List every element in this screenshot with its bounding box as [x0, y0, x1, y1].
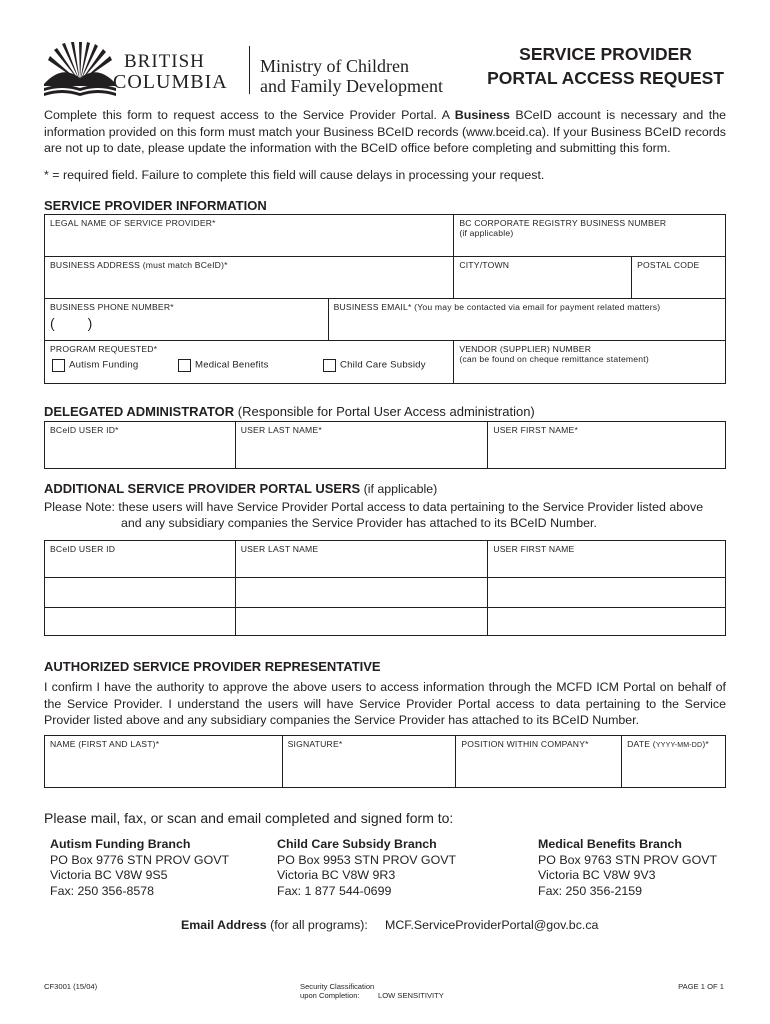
rep-name-field[interactable]	[45, 736, 283, 788]
checkbox-child-care-subsidy[interactable]	[323, 359, 426, 372]
phone-area-code-brackets: ( )	[50, 315, 93, 331]
branch-city: Victoria BC V8W 9S5	[50, 868, 168, 882]
registry-number-field[interactable]	[454, 215, 726, 257]
email-line	[181, 918, 368, 932]
admin-last-name-field[interactable]	[235, 422, 488, 469]
checkbox-label-medical: Medical Benefits	[195, 359, 269, 371]
branch-name: Medical Benefits Branch	[538, 837, 682, 851]
postal-code-label: POSTAL CODE	[637, 260, 700, 270]
rep-signature-label: SIGNATURE*	[287, 739, 343, 749]
program-requested-cell	[45, 341, 454, 384]
rep-name-label: NAME (FIRST AND LAST)*	[50, 739, 160, 749]
checkbox-medical-benefits[interactable]	[178, 359, 269, 372]
additional-users-note-line1: Please Note: these users will have Service Provider Portal access to data pertaining to the Service Provider listed above	[44, 500, 704, 514]
form-code: CF3001 (15/04)	[44, 982, 98, 991]
user-last-name-header	[235, 541, 488, 578]
email-note: (for all programs):	[266, 918, 368, 932]
vendor-number-note: (can be found on cheque remittance statement)	[459, 354, 649, 364]
checkbox-box[interactable]	[323, 359, 336, 372]
additional-users-table	[44, 540, 726, 636]
branch-fax: Fax: 250 356-8578	[50, 883, 155, 898]
business-email-field[interactable]	[328, 299, 725, 341]
branch-po-box: PO Box 9776 STN PROV GOVT	[50, 852, 230, 867]
form-title	[487, 42, 724, 90]
province-name-line2: COLUMBIA	[113, 71, 228, 93]
additional-users-note-line2: and any subsidiary companies the Service Provider has attached to its BCeID Number.	[121, 516, 597, 530]
user-last-name-label: USER LAST NAME	[240, 544, 319, 554]
city-field[interactable]	[454, 257, 632, 299]
intro-bold-word: Business	[454, 108, 510, 122]
section-heading-additional-users	[44, 481, 437, 496]
ministry-name-line1: Ministry of Children	[260, 56, 409, 76]
user-bceid-input[interactable]	[45, 608, 236, 636]
branch-po-box: PO Box 9763 STN PROV GOVT	[538, 852, 718, 867]
legal-name-label: LEGAL NAME OF SERVICE PROVIDER*	[50, 218, 216, 228]
delegated-admin-table	[44, 421, 726, 469]
user-first-name-header	[488, 541, 726, 578]
security-completion-label: upon Completion:	[300, 991, 360, 1000]
form-title-line1: SERVICE PROVIDER	[519, 44, 692, 64]
registry-number-note: (if applicable)	[459, 228, 514, 238]
intro-paragraph	[44, 107, 726, 157]
section-heading-delegated-admin	[44, 404, 535, 419]
registry-number-label: BC CORPORATE REGISTRY BUSINESS NUMBER	[459, 218, 667, 228]
user-bceid-input[interactable]	[45, 578, 236, 608]
admin-first-name-label: USER FIRST NAME*	[493, 425, 579, 435]
header-divider	[249, 46, 250, 94]
admin-last-name-label: USER LAST NAME*	[240, 425, 322, 435]
intro-text-start: Complete this form to request access to the Service Provider Portal. A	[44, 108, 455, 122]
checkbox-label-child-care: Child Care Subsidy	[340, 359, 426, 371]
rep-date-field[interactable]	[622, 736, 726, 788]
additional-users-note: (if applicable)	[360, 482, 438, 496]
branch-autism-funding	[50, 837, 229, 899]
branch-fax: Fax: 250 356-2159	[538, 883, 643, 898]
security-classification-label: Security Classification	[300, 982, 375, 991]
branch-name: Child Care Subsidy Branch	[277, 837, 437, 851]
authorization-statement: I confirm I have the authority to approve the above users to access information through the MCFD ICM Portal on behalf of the Service Provider. I understand the users will have Service Provider Portal access to data pertaining to the Service Provider listed above and any subsidiary companies the Service Provider has attached to its BCeID Number.	[44, 680, 726, 727]
branch-name: Autism Funding Branch	[50, 837, 191, 851]
vendor-number-field[interactable]	[454, 341, 726, 384]
email-label: Email Address	[181, 918, 267, 932]
ministry-name-line2: and Family Development	[260, 76, 443, 96]
additional-users-title: ADDITIONAL SERVICE PROVIDER PORTAL USERS	[44, 481, 361, 496]
admin-bceid-field[interactable]	[45, 422, 236, 469]
email-address-link[interactable]: MCF.ServiceProviderPortal@gov.bc.ca	[385, 918, 599, 932]
rep-date-label-end: )*	[702, 739, 709, 749]
program-requested-label: PROGRAM REQUESTED*	[50, 344, 158, 354]
user-first-name-input[interactable]	[488, 578, 726, 608]
admin-bceid-label: BCeID USER ID*	[50, 425, 119, 435]
delegated-admin-title: DELEGATED ADMINISTRATOR	[44, 404, 235, 419]
user-bceid-header	[45, 541, 236, 578]
business-address-field[interactable]	[45, 257, 454, 299]
legal-name-field[interactable]	[45, 215, 454, 257]
intro-text-end: BCeID account is necessary and the information provided on this form must match your Business BCeID records (www.bceid.ca). If your Business BCeID records are not up to date, please update the information with the BCeID office before completing and submitting this form.	[44, 108, 726, 155]
authorized-rep-table	[44, 735, 726, 788]
branch-po-box: PO Box 9953 STN PROV GOVT	[277, 852, 457, 867]
checkbox-box[interactable]	[178, 359, 191, 372]
mailing-instruction: Please mail, fax, or scan and email completed and signed form to:	[44, 810, 454, 826]
branch-fax: Fax: 1 877 544-0699	[277, 883, 392, 898]
checkbox-autism-funding[interactable]	[52, 359, 138, 372]
section-heading-provider-info: SERVICE PROVIDER INFORMATION	[44, 198, 267, 213]
admin-first-name-field[interactable]	[488, 422, 726, 469]
rep-date-format: YYYY-MM-DD	[655, 742, 703, 749]
checkbox-label-autism: Autism Funding	[69, 359, 139, 371]
section-heading-authorized-rep: AUTHORIZED SERVICE PROVIDER REPRESENTATIVE	[44, 659, 381, 674]
user-first-name-label: USER FIRST NAME	[493, 544, 575, 554]
business-address-label: BUSINESS ADDRESS (must match BCeID)*	[50, 260, 228, 270]
branch-city: Victoria BC V8W 9V3	[538, 868, 656, 882]
business-phone-field[interactable]	[45, 299, 329, 341]
user-bceid-label: BCeID USER ID	[50, 544, 116, 554]
security-value: LOW SENSITIVITY	[378, 991, 444, 1000]
vendor-number-label: VENDOR (SUPPLIER) NUMBER	[459, 344, 592, 354]
city-label: CITY/TOWN	[459, 260, 510, 270]
rep-position-label: POSITION WITHIN COMPANY*	[461, 739, 589, 749]
checkbox-box[interactable]	[52, 359, 65, 372]
user-last-name-input[interactable]	[235, 608, 488, 636]
rep-signature-field[interactable]	[282, 736, 456, 788]
delegated-admin-note: (Responsible for Portal User Access administration)	[234, 404, 535, 419]
branch-city: Victoria BC V8W 9R3	[277, 868, 396, 882]
business-phone-label: BUSINESS PHONE NUMBER*	[50, 302, 174, 312]
branch-child-care-subsidy	[277, 837, 456, 899]
bc-government-logo-icon	[44, 42, 116, 98]
business-email-label: BUSINESS EMAIL* (You may be contacted via email for payment related matters)	[333, 302, 661, 312]
province-name-line1: BRITISH	[124, 51, 205, 72]
user-first-name-input[interactable]	[488, 608, 726, 636]
postal-code-field[interactable]	[632, 257, 726, 299]
required-note: * = required field. Failure to complete this field will cause delays in processing your request.	[44, 168, 545, 182]
form-title-line2: PORTAL ACCESS REQUEST	[487, 68, 724, 88]
provider-info-table	[44, 214, 726, 384]
page-number: PAGE 1 OF 1	[678, 982, 724, 991]
rep-date-label: DATE (	[627, 739, 656, 749]
branch-medical-benefits	[538, 837, 717, 899]
rep-position-field[interactable]	[456, 736, 622, 788]
user-last-name-input[interactable]	[235, 578, 488, 608]
